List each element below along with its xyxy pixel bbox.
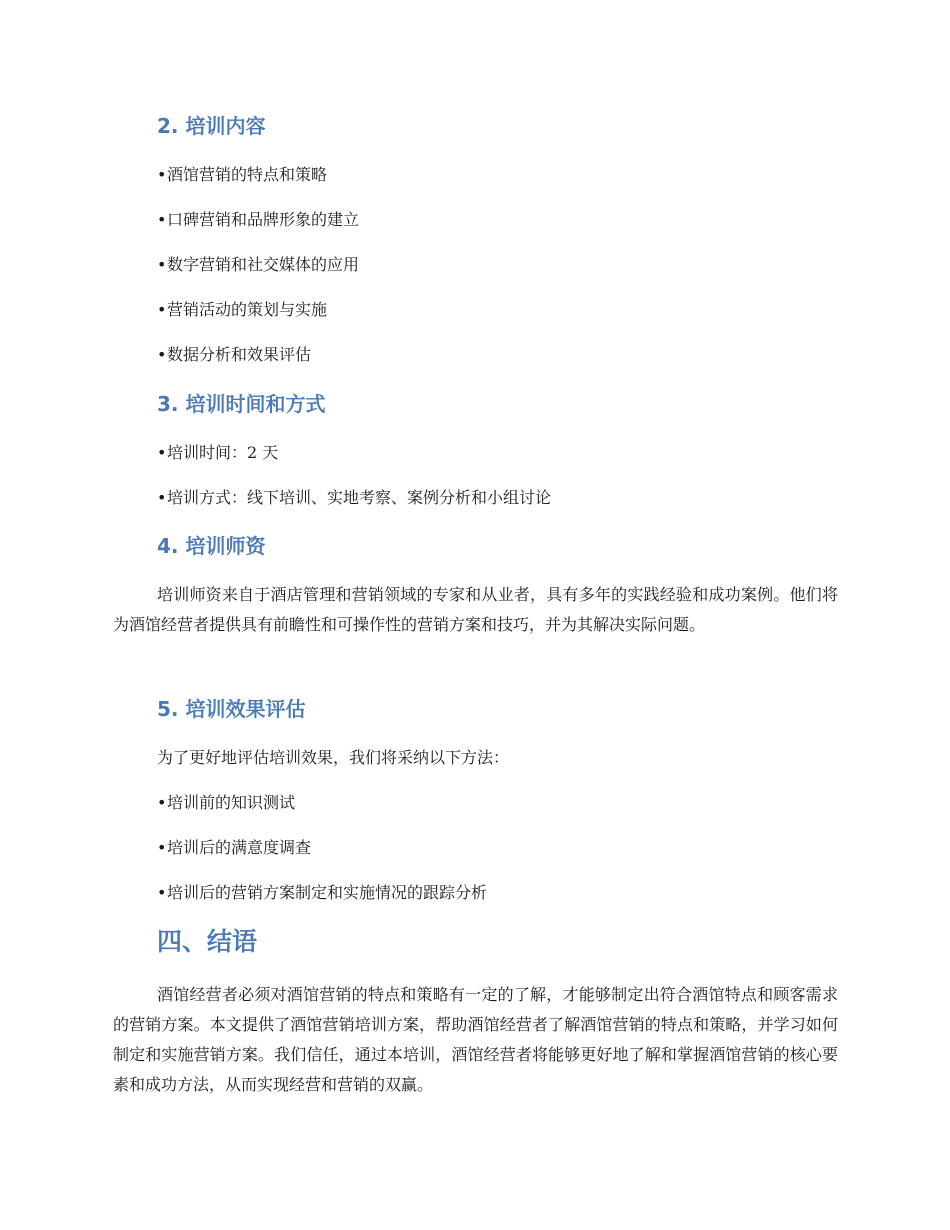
section-4-paragraph: 培训师资来自于酒店管理和营销领域的专家和从业者，具有多年的实践经验和成功案例。他们将为酒馆经营者提供具有前瞻性和可操作性的营销方案和技巧，并为其解决实际问题。 bbox=[113, 585, 838, 634]
list-item: •培训方式：线下培训、实地考察、案例分析和小组讨论 bbox=[157, 488, 552, 507]
bullet-icon: • bbox=[157, 443, 167, 462]
section-5-intro: 为了更好地评估培训效果，我们将采纳以下方法： bbox=[157, 748, 510, 767]
section-4-heading: 4. 培训师资 bbox=[157, 534, 266, 558]
section-2-heading: 2. 培训内容 bbox=[157, 114, 266, 138]
bullet-icon: • bbox=[157, 838, 167, 857]
list-item: •培训后的营销方案制定和实施情况的跟踪分析 bbox=[157, 883, 488, 902]
list-item: •培训前的知识测试 bbox=[157, 793, 296, 812]
bullet-icon: • bbox=[157, 255, 167, 274]
list-item: •酒馆营销的特点和策略 bbox=[157, 165, 328, 184]
bullet-icon: • bbox=[157, 345, 167, 364]
section-3-heading: 3. 培训时间和方式 bbox=[157, 392, 326, 416]
conclusion-paragraph: 酒馆经营者必须对酒馆营销的特点和策略有一定的了解，才能够制定出符合酒馆特点和顾客需求的营销方案。本文提供了酒馆营销培训方案，帮助酒馆经营者了解酒馆营销的特点和策略，并学习如何制定和实施营销方案。我们信任，通过本培训，酒馆经营者将能够更好地了解和掌握酒馆营销的核心要素和成功方法，从而实现经营和营销的双赢。 bbox=[113, 985, 838, 1094]
list-item: •口碑营销和品牌形象的建立 bbox=[157, 210, 360, 229]
bullet-icon: • bbox=[157, 793, 167, 812]
list-item: •数字营销和社交媒体的应用 bbox=[157, 255, 360, 274]
conclusion-heading: 四、结语 bbox=[157, 927, 258, 956]
bullet-icon: • bbox=[157, 210, 167, 229]
list-item: •培训时间：2 天 bbox=[157, 443, 279, 462]
bullet-icon: • bbox=[157, 165, 167, 184]
section-5-heading: 5. 培训效果评估 bbox=[157, 697, 306, 721]
list-item: •数据分析和效果评估 bbox=[157, 345, 312, 364]
bullet-icon: • bbox=[157, 300, 167, 319]
bullet-icon: • bbox=[157, 883, 167, 902]
list-item: •营销活动的策划与实施 bbox=[157, 300, 328, 319]
bullet-icon: • bbox=[157, 488, 167, 507]
list-item: •培训后的满意度调查 bbox=[157, 838, 312, 857]
